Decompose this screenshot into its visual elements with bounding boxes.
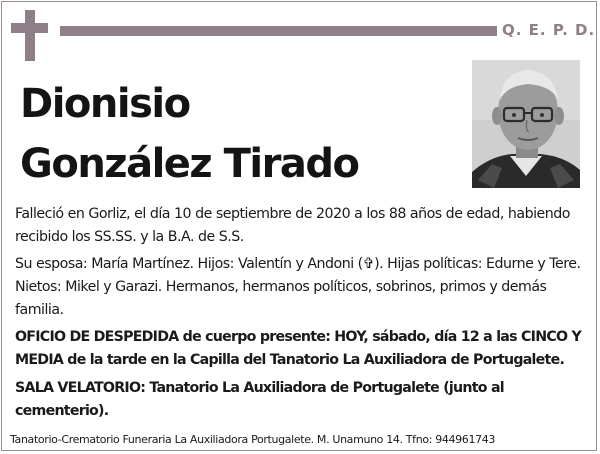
- qepd-label: Q. E. P. D.: [502, 21, 596, 39]
- cross-icon: [25, 10, 35, 61]
- family-text-start: Su esposa: María Martínez. Hijos: Valentín y Andoni (: [15, 256, 363, 272]
- funeral-home-footer: Tanatorio-Crematorio Funeraria La Auxiliadora Portugalete. M. Unamuno 14. Tfno: 944961743: [10, 433, 496, 446]
- death-notice-paragraph: Falleció en Gorliz, el día 10 de septiembre de 2020 a los 88 años de edad, habiendo recibido los SS.SS. y la B.A. de S.S.: [15, 206, 570, 245]
- deceased-cross-icon: ✞: [362, 256, 375, 272]
- wake-room-paragraph: SALA VELATORIO: Tanatorio La Auxiliadora de Portugalete (junto al cementerio).: [15, 380, 504, 419]
- cross-icon-bar: [11, 23, 48, 33]
- deceased-surname: González Tirado: [20, 141, 359, 187]
- funeral-service-paragraph: OFICIO DE DESPEDIDA de cuerpo presente: HOY, sábado, día 12 a las CINCO Y MEDIA de la tarde en la Capilla del Tanatorio La Auxiliadora de Portugalete.: [15, 329, 582, 368]
- family-paragraph: [15, 253, 587, 322]
- header-rule: [60, 26, 497, 36]
- deceased-first-name: Dionisio: [20, 81, 190, 127]
- family-text-end: ). Hijas políticas: Edurne y Tere. Nietos: Mikel y Garazi. Hermanos, hermanos políticos, sobrinos, primos y demás familia.: [15, 256, 581, 318]
- portrait-photo: [472, 60, 580, 188]
